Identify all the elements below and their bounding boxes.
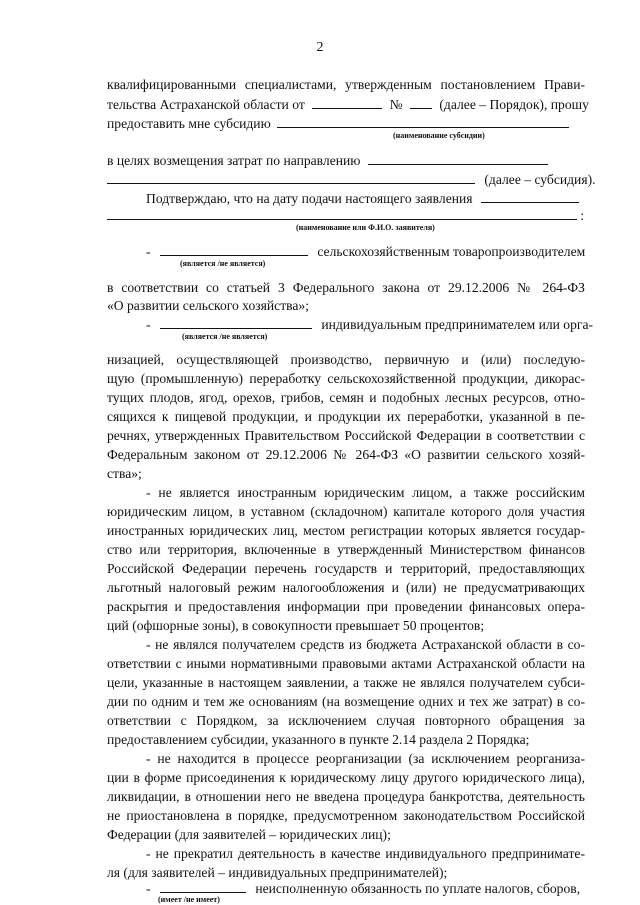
text-line: дии по одним и тем же основаниям (на возмещение одних и тех же затрат) в со- xyxy=(107,694,585,709)
text-line: - индивидуальным предпринимателем или орга- xyxy=(146,317,594,332)
field-caption: (наименование субсидии) xyxy=(393,131,485,140)
number-blank[interactable] xyxy=(410,96,432,109)
text-line: тельства Астраханской области от № (далее – Порядок), прошу xyxy=(107,97,589,112)
text-line: квалифицированными специалистами, утвержденным постановлением Прави- xyxy=(107,77,585,92)
text-line: Подтверждаю, что на дату подачи настоящего заявления xyxy=(146,190,579,207)
text-line: Федерации (для заявителей – юридических лиц); xyxy=(107,827,391,842)
field-caption: (является /не является) xyxy=(182,332,268,341)
status-blank-2[interactable] xyxy=(160,316,312,329)
field-caption: (наименование или Ф.И.О. заявителя) xyxy=(296,223,435,232)
text-line: - не прекратил деятельность в качестве индивидуального предпринимате- xyxy=(146,846,585,861)
text-line: ции в форме присоединения к юридическому лицу другого юридического лица), xyxy=(107,770,585,785)
text-line: «О развитии сельского хозяйства»; xyxy=(107,298,309,313)
text-line: ций (офшорные зоны), в совокупности превышает 50 процентов; xyxy=(107,618,485,633)
field-caption: (является /не является) xyxy=(180,259,266,268)
date-blank[interactable] xyxy=(312,96,382,109)
text-line: тущих плодов, ягод, орехов, грибов, семян и подобных лесных ресурсов, отно- xyxy=(107,390,585,405)
text-line: речнях, утвержденных Правительством Российской Федерации в соответствии с xyxy=(107,428,585,443)
text-line: предоставить мне субсидию xyxy=(107,115,569,132)
text-line: - не являлся получателем средств из бюджета Астраханской области в со- xyxy=(146,637,585,652)
date-application-blank[interactable] xyxy=(481,190,579,203)
text-line: - не является иностранным юридическим лицом, а также российским xyxy=(146,485,585,500)
page-number: 2 xyxy=(316,40,324,55)
status-blank-1[interactable] xyxy=(160,243,308,256)
text-line: иностранных юридических лиц, местом регистрации которых является государ- xyxy=(107,523,585,538)
text-line: ответствии с Порядком, за исключением случая повторного обращения за xyxy=(107,713,585,728)
text-line: - не находится в процессе реорганизации (за исключением реорганиза- xyxy=(146,751,585,766)
text-line: цели, указанные в настоящем заявлении, а также не являлся получателем субси- xyxy=(107,675,585,690)
text-line: ство или территория, включенные в утвержденный Министерством финансов xyxy=(107,542,585,557)
text-line: ликвидации, в отношении него не введена процедура банкротства, деятельность xyxy=(107,789,585,804)
text-line: ответствии с иными нормативными правовыми актами Астраханской области на xyxy=(107,656,585,671)
text-line: : xyxy=(107,207,584,224)
text-line: Российской Федерации перечень государств и территорий, предоставляющих xyxy=(107,561,585,576)
direction-blank-2[interactable] xyxy=(107,171,475,184)
text-line: низацией, осуществляющей производство, первичную и (или) последую- xyxy=(107,352,585,367)
text-line: щую (промышленную) переработку сельскохозяйственной продукции, дикорас- xyxy=(107,371,585,386)
text-line: в целях возмещения затрат по направлению xyxy=(107,152,548,169)
text-line: сящихся к пищевой продукции, и продукции их переработки, указанной в пе- xyxy=(107,409,585,424)
text-line: предоставлением субсидии, указанного в пункте 2.14 раздела 2 Порядка; xyxy=(107,732,530,747)
text-line: в соответствии со статьей 3 Федерального закона от 29.12.2006 № 264-ФЗ xyxy=(107,280,585,295)
obligation-blank[interactable] xyxy=(160,880,246,893)
text-line: - сельскохозяйственным товаропроизводителем xyxy=(146,244,586,259)
text-line: раскрытия и предоставления информации при проведении финансовых опера- xyxy=(107,599,585,614)
field-caption: (имеет /не имеет) xyxy=(158,895,220,904)
text-line: льготный налоговый режим налогообложения и (или) не предусматривающих xyxy=(107,580,585,595)
text-line: юридическим лицом, в уставном (складочном) капитале которого доля участия xyxy=(107,504,585,519)
text-line: - неисполненную обязанность по уплате налогов, сборов, xyxy=(146,881,581,896)
subsidy-name-blank[interactable] xyxy=(277,115,569,128)
text-line: (далее – субсидия). xyxy=(107,171,596,188)
direction-blank[interactable] xyxy=(368,152,548,165)
text-line: Федеральным законом от 29.12.2006 № 264-ФЗ «О развитии сельского хозяй- xyxy=(107,447,585,462)
text-line: не приостановлена в порядке, предусмотренном законодательством Российской xyxy=(107,808,585,823)
applicant-name-blank[interactable] xyxy=(107,207,577,220)
text-line: ля (для заявителей – индивидуальных предпринимателей); xyxy=(107,865,448,880)
text-line: ства»; xyxy=(107,466,142,481)
